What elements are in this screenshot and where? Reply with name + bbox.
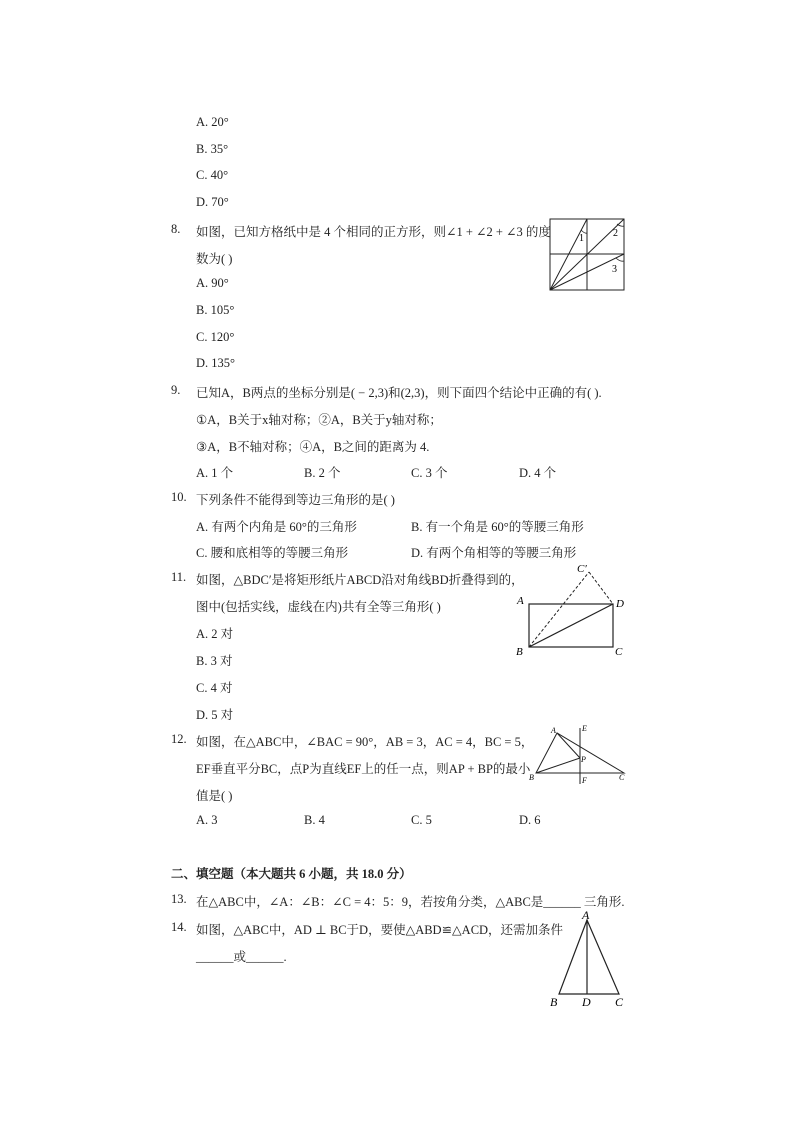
q14-isosceles-triangle-figure: [546, 908, 636, 1008]
q9-option-d: D. 4 个: [519, 466, 557, 480]
q12-option-d: D. 6: [519, 813, 541, 827]
q11-option-b: B. 3 对: [196, 654, 233, 668]
fig12-label-f: F: [582, 776, 587, 785]
q10-option-b: B. 有一个角是 60°的等腰三角形: [411, 520, 584, 534]
q7-option-b: B. 35°: [196, 142, 229, 156]
fig11-label-a: A: [517, 595, 524, 607]
q10-option-d: D. 有两个角相等的等腰三角形: [411, 546, 577, 560]
q11-rectangle-fold-figure: [512, 560, 637, 660]
fig12-label-p: P: [581, 755, 586, 764]
q8-option-a: A. 90°: [196, 276, 229, 290]
q10-option-a: A. 有两个内角是 60°的三角形: [196, 520, 357, 534]
q11-option-c: C. 4 对: [196, 681, 233, 695]
fig8-label-1: 1: [579, 233, 584, 244]
fig11-label-b: B: [516, 646, 523, 658]
q11-option-a: A. 2 对: [196, 627, 234, 641]
diagonal-bd: [529, 604, 613, 647]
q9-text-line3: ③A，B不轴对称；④A，B之间的距离为 4.: [196, 440, 430, 454]
q11-text-line1: 如图，△BDC′是将矩形纸片ABCD沿对角线BD折叠得到的，: [196, 573, 524, 587]
q12-option-b: B. 4: [304, 813, 325, 827]
q13-number: 13.: [171, 892, 187, 906]
q10-option-c: C. 腰和底相等的等腰三角形: [196, 546, 349, 560]
q8-text-line1: 如图，已知方格纸中是 4 个相同的正方形，则∠1 + ∠2 + ∠3 的度: [196, 225, 551, 239]
q9-number: 9.: [171, 383, 181, 397]
q8-option-c: C. 120°: [196, 330, 235, 344]
fig14-label-b: B: [550, 995, 558, 1009]
dashed-bc-prime: [529, 572, 589, 647]
fig11-label-c-prime: C′: [577, 563, 587, 575]
q12-text-line2: EF垂直平分BC，点P为直线EF上的任一点，则AP + BP的最小: [196, 762, 531, 776]
fig8-label-3: 3: [612, 264, 617, 275]
q7-option-d: D. 70°: [196, 195, 229, 209]
fig12-label-c: C: [619, 773, 625, 782]
fig11-label-c: C: [615, 646, 623, 658]
fig12-label-e: E: [582, 724, 587, 733]
q14-text-line1: 如图，△ABC中，AD ⊥ BC于D，要使△ABD≌△ACD，还需加条件: [196, 923, 564, 937]
q12-option-a: A. 3: [196, 813, 218, 827]
q8-option-b: B. 105°: [196, 303, 235, 317]
q10-text-line1: 下列条件不能得到等边三角形的是( ): [196, 493, 395, 507]
q8-option-d: D. 135°: [196, 356, 236, 370]
q9-option-c: C. 3 个: [411, 466, 448, 480]
fig14-label-a: A: [582, 908, 590, 922]
q14-number: 14.: [171, 920, 187, 934]
q12-option-c: C. 5: [411, 813, 432, 827]
q9-option-a: A. 1 个: [196, 466, 234, 480]
q12-text-line1: 如图，在△ABC中，∠BAC = 90°，AB = 3，AC = 4，BC = 5，: [196, 735, 534, 749]
fig14-label-c: C: [615, 995, 624, 1009]
q12-text-line3: 值是( ): [196, 789, 233, 803]
angle2-arc: [617, 224, 624, 226]
q7-option-a: A. 20°: [196, 115, 229, 129]
q8-text-line2: 数为( ): [196, 252, 233, 266]
fig12-label-a: A: [551, 726, 556, 735]
q11-number: 11.: [171, 570, 187, 584]
q8-number: 8.: [171, 222, 181, 236]
fig8-label-2: 2: [613, 228, 618, 239]
triangle-abc: [559, 920, 619, 994]
fig11-label-d: D: [616, 598, 624, 610]
q11-option-d: D. 5 对: [196, 708, 234, 722]
q12-number: 12.: [171, 732, 187, 746]
q9-text-line1: 已知A，B两点的坐标分别是( − 2,3)和(2,3)，则下面四个结论中正确的有( ).: [196, 386, 602, 400]
q13-text-line1: 在△ABC中，∠A：∠B：∠C = 4：5：9，若按角分类，△ABC是______ 三角形.: [196, 895, 625, 909]
fig12-label-b: B: [529, 773, 534, 782]
segment-ap: [557, 733, 580, 758]
q9-text-line2: ①A，B关于x轴对称；②A，B关于y轴对称；: [196, 413, 442, 427]
q11-text-line2: 图中(包括实线，虚线在内)共有全等三角形( ): [196, 600, 441, 614]
q14-text-line2: ______或______.: [196, 950, 287, 964]
section-fill-in-heading: 二、填空题（本大题共 6 小题，共 18.0 分）: [171, 867, 412, 881]
q7-option-c: C. 40°: [196, 168, 229, 182]
q12-triangle-figure: [524, 722, 634, 792]
q8-grid-figure: [549, 218, 629, 293]
q10-number: 10.: [171, 490, 187, 504]
angle3-arc: [616, 258, 624, 261]
q9-option-b: B. 2 个: [304, 466, 341, 480]
dashed-c-prime-d: [589, 572, 613, 604]
fig14-label-d: D: [582, 995, 591, 1009]
